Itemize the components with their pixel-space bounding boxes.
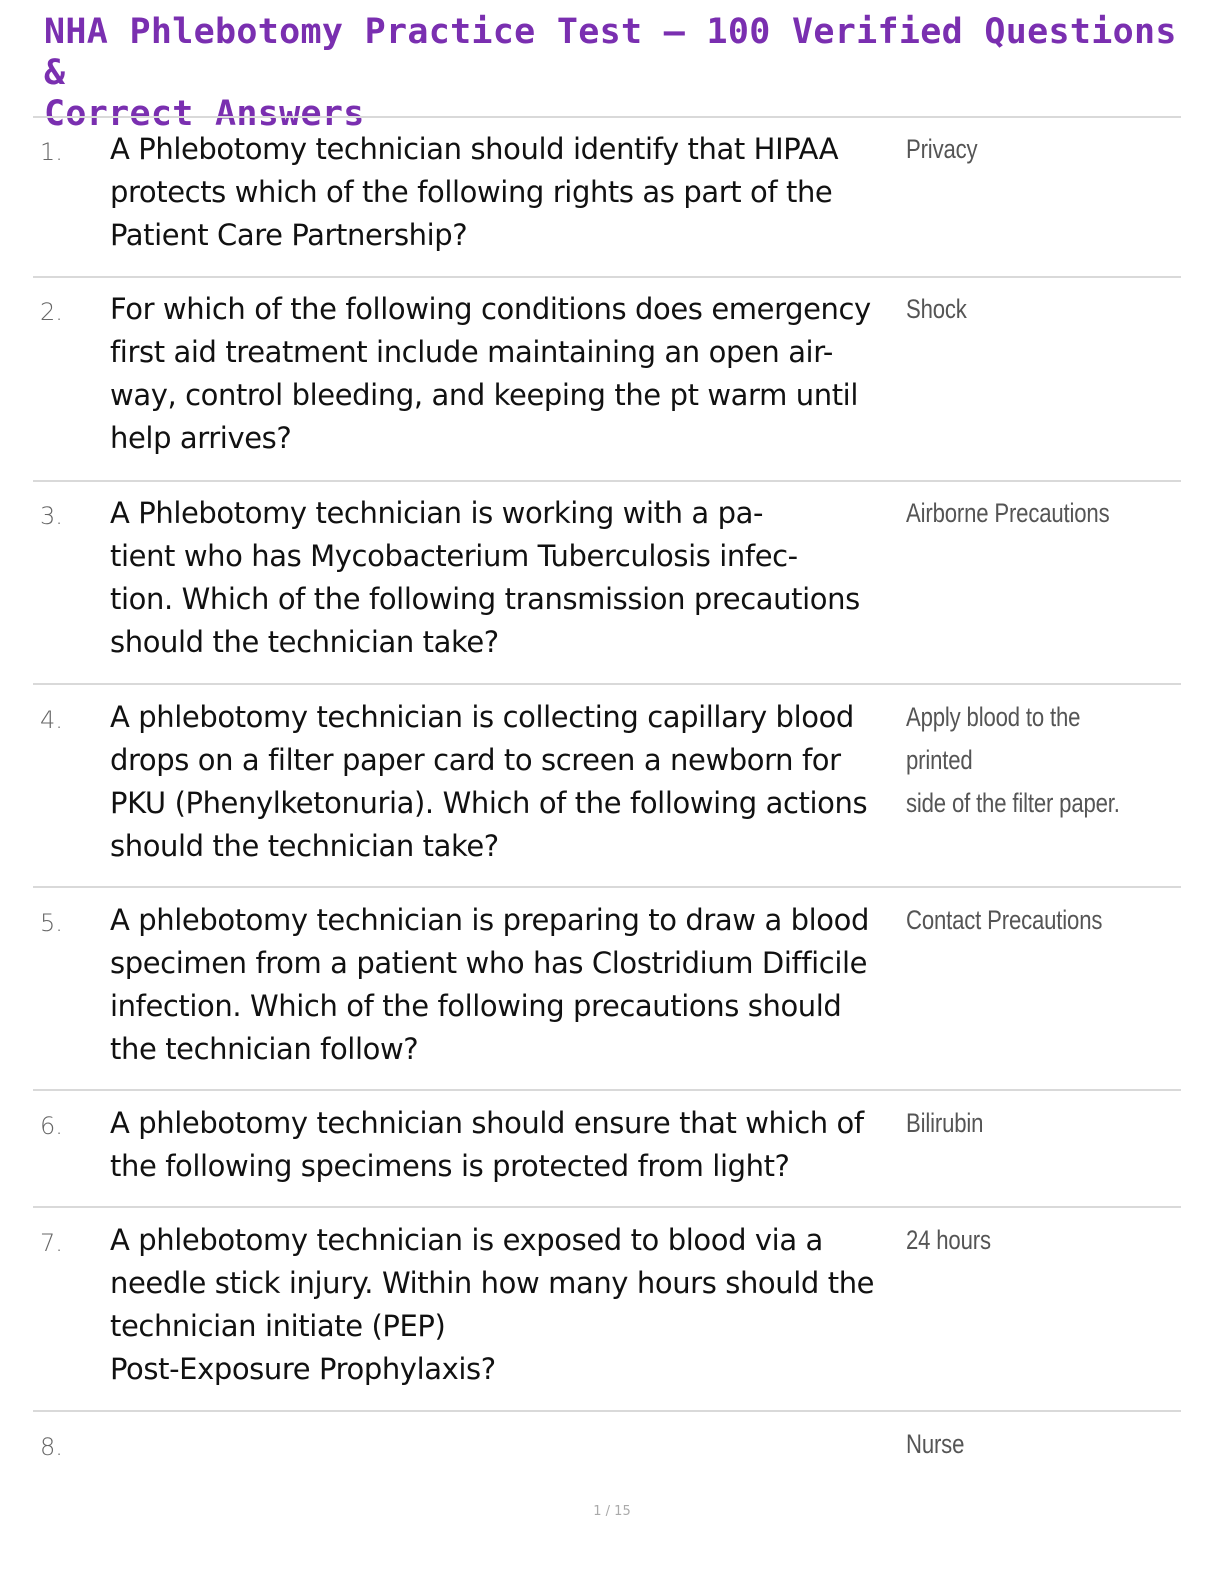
- answer-text: 24 hours: [906, 1225, 991, 1255]
- question-text: A Phlebotomy technician should identify that HIPAA protects which of the following rights as part of the Patient Care Partnership?: [110, 132, 839, 252]
- divider: [33, 1410, 1181, 1412]
- page-number: 1 / 15: [593, 1504, 631, 1519]
- page-title: NHA Phlebotomy Practice Test – 100 Verified Questions & Correct Answers: [44, 12, 1177, 134]
- answer-text: Privacy: [906, 134, 978, 164]
- question-text: A Phlebotomy technician is working with a pa- tient who has Mycobacterium Tuberculosis infec- tion. Which of the following transmission precautions should the technician take?: [110, 496, 860, 659]
- answer-text: Nurse: [906, 1429, 965, 1459]
- answer-text: Apply blood to the printed side of the filter paper.: [906, 702, 1120, 818]
- divider: [33, 1089, 1181, 1091]
- question-text: For which of the following conditions does emergency first aid treatment include maintaining an open air- way, control bleeding, and keeping the pt warm until help arrives?: [110, 292, 871, 455]
- question-number: 2.: [40, 298, 63, 326]
- question-text: A phlebotomy technician is exposed to blood via a needle stick injury. Within how many hours should the technician initiate (PEP) Post-Exposure Prophylaxis?: [110, 1223, 875, 1386]
- answer-text: Shock: [906, 294, 967, 324]
- question-number: 3.: [40, 502, 63, 530]
- divider: [33, 683, 1181, 685]
- divider: [33, 1206, 1181, 1208]
- divider: [33, 886, 1181, 888]
- question-number: 6.: [40, 1112, 63, 1140]
- question-text: A phlebotomy technician is preparing to draw a blood specimen from a patient who has Clostridium Difficile infection. Which of the following precautions should the technician follow?: [110, 903, 869, 1066]
- divider: [33, 480, 1181, 482]
- question-number: 1.: [40, 138, 63, 166]
- question-number: 7.: [40, 1229, 63, 1257]
- question-text: A phlebotomy technician is collecting capillary blood drops on a filter paper card to screen a newborn for PKU (Phenylketonuria). Which of the following actions should the technician take?: [110, 700, 868, 863]
- answer-text: Airborne Precautions: [906, 498, 1110, 528]
- answer-text: Bilirubin: [906, 1108, 984, 1138]
- question-number: 5.: [40, 909, 63, 937]
- divider: [33, 116, 1181, 118]
- question-text: A phlebotomy technician should ensure that which of the following specimens is protected from light?: [110, 1106, 864, 1183]
- answer-text: Contact Precautions: [906, 905, 1103, 935]
- question-number: 8.: [40, 1433, 63, 1461]
- question-number: 4.: [40, 706, 63, 734]
- divider: [33, 276, 1181, 278]
